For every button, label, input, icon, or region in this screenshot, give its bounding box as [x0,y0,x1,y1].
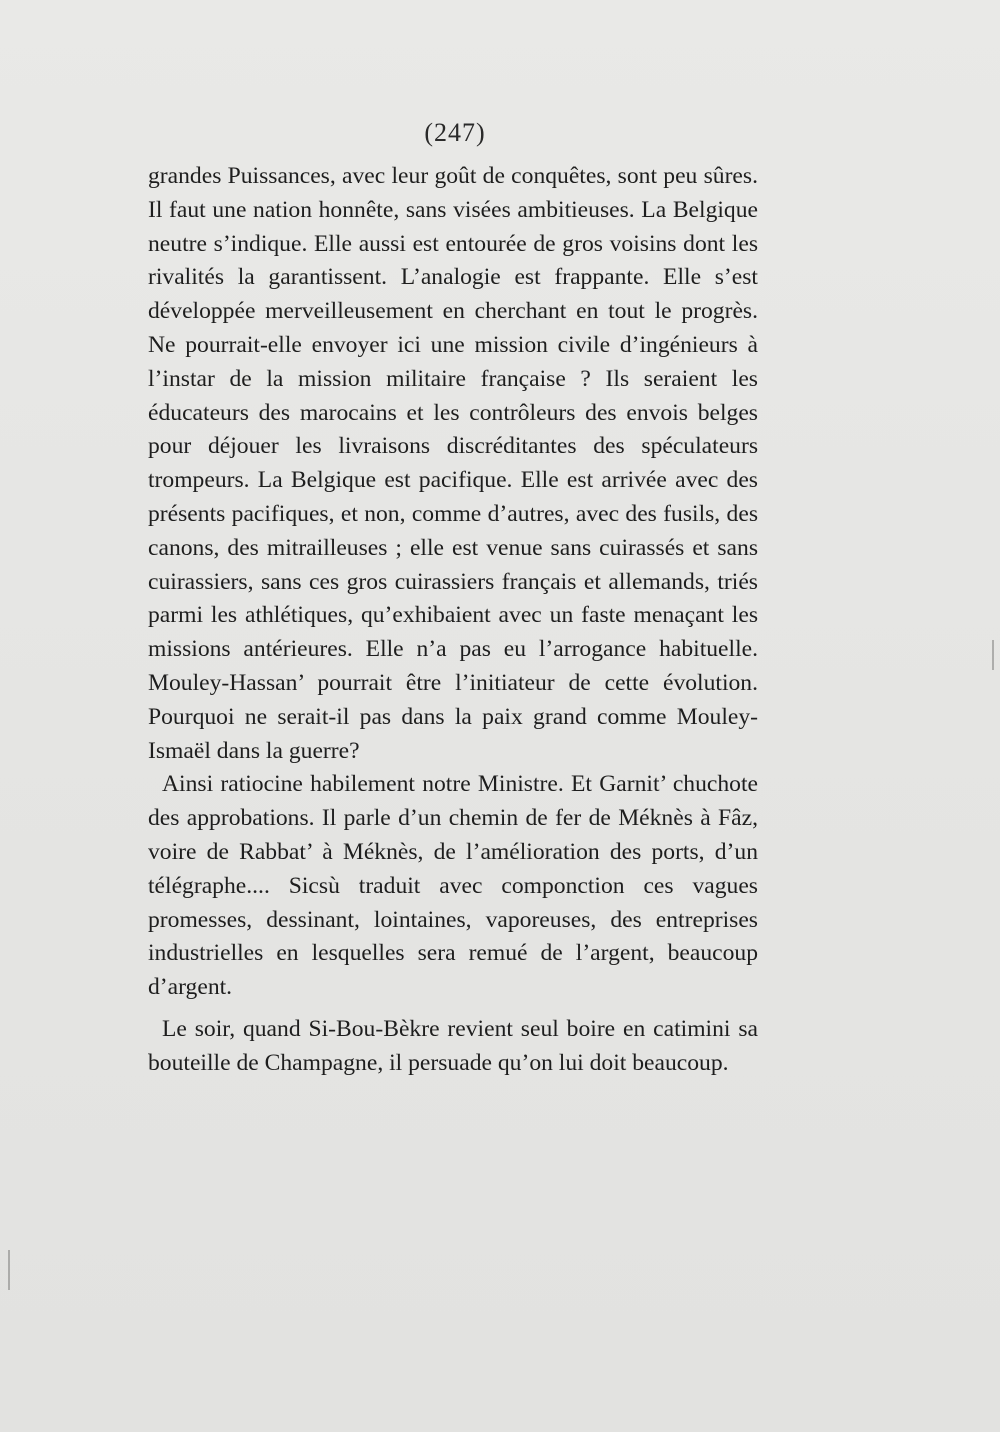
paragraph: Le soir, quand Si-Bou-Bèkre revient seul boire en catimini sa bouteille de Champagne, il persuade qu’on lui doit beaucoup. [148,1015,758,1076]
paragraph: Ainsi ratiocine habilement notre Ministre. Et Garnit’ chuchote des approbations. Il parle d’un chemin de fer de Méknès à Fâz, voire de Rabbat’ à Méknès, de l’amélioration des ports, d’un télégraphe.... Sicsù traduit avec componction ces vagues promesses, dessinant, lointaines, vaporeuses, des entreprises industrielles en lesquelles sera remué de l’argent, beaucoup d’argent. [148,771,758,1001]
margin-mark [8,1250,10,1290]
paragraph: grandes Puissances, avec leur goût de conquêtes, sont peu sûres. Il faut une nation honnête, sans visées ambitieuses. La Belgique neutre s’indique. Elle aussi est entourée de gros voisins dont les rivalités la garantissent. L’analogie est frappante. Elle s’est développée merveilleusement en cherchant en tout le progrès. Ne pourrait-elle envoyer ici une mission civile d’ingénieurs à l’instar de la mission militaire française ? Ils seraient les éducateurs des marocains et les contrôleurs des envois belges pour déjouer les livraisons discréditantes des spéculateurs trompeurs. La Belgique est pacifique. Elle est arrivée avec des présents pacifiques, et non, comme d’autres, avec des fusils, des canons, des mitrailleuses ; elle est venue sans cuirassés et sans cuirassiers, sans ces gros cuirassiers français et allemands, triés parmi les athlétiques, qu’exhibaient avec un faste menaçant les missions antérieures. Elle n’a pas eu l’arrogance habituelle. Mouley-Hassan’ pourrait être l’initiateur de cette évolution. Pourquoi ne serait-il pas dans la paix grand comme Mouley-Ismaël dans la guerre? [148,163,758,764]
body-text [148,160,758,1081]
page-number: (247) [424,118,486,147]
margin-mark [992,640,994,670]
